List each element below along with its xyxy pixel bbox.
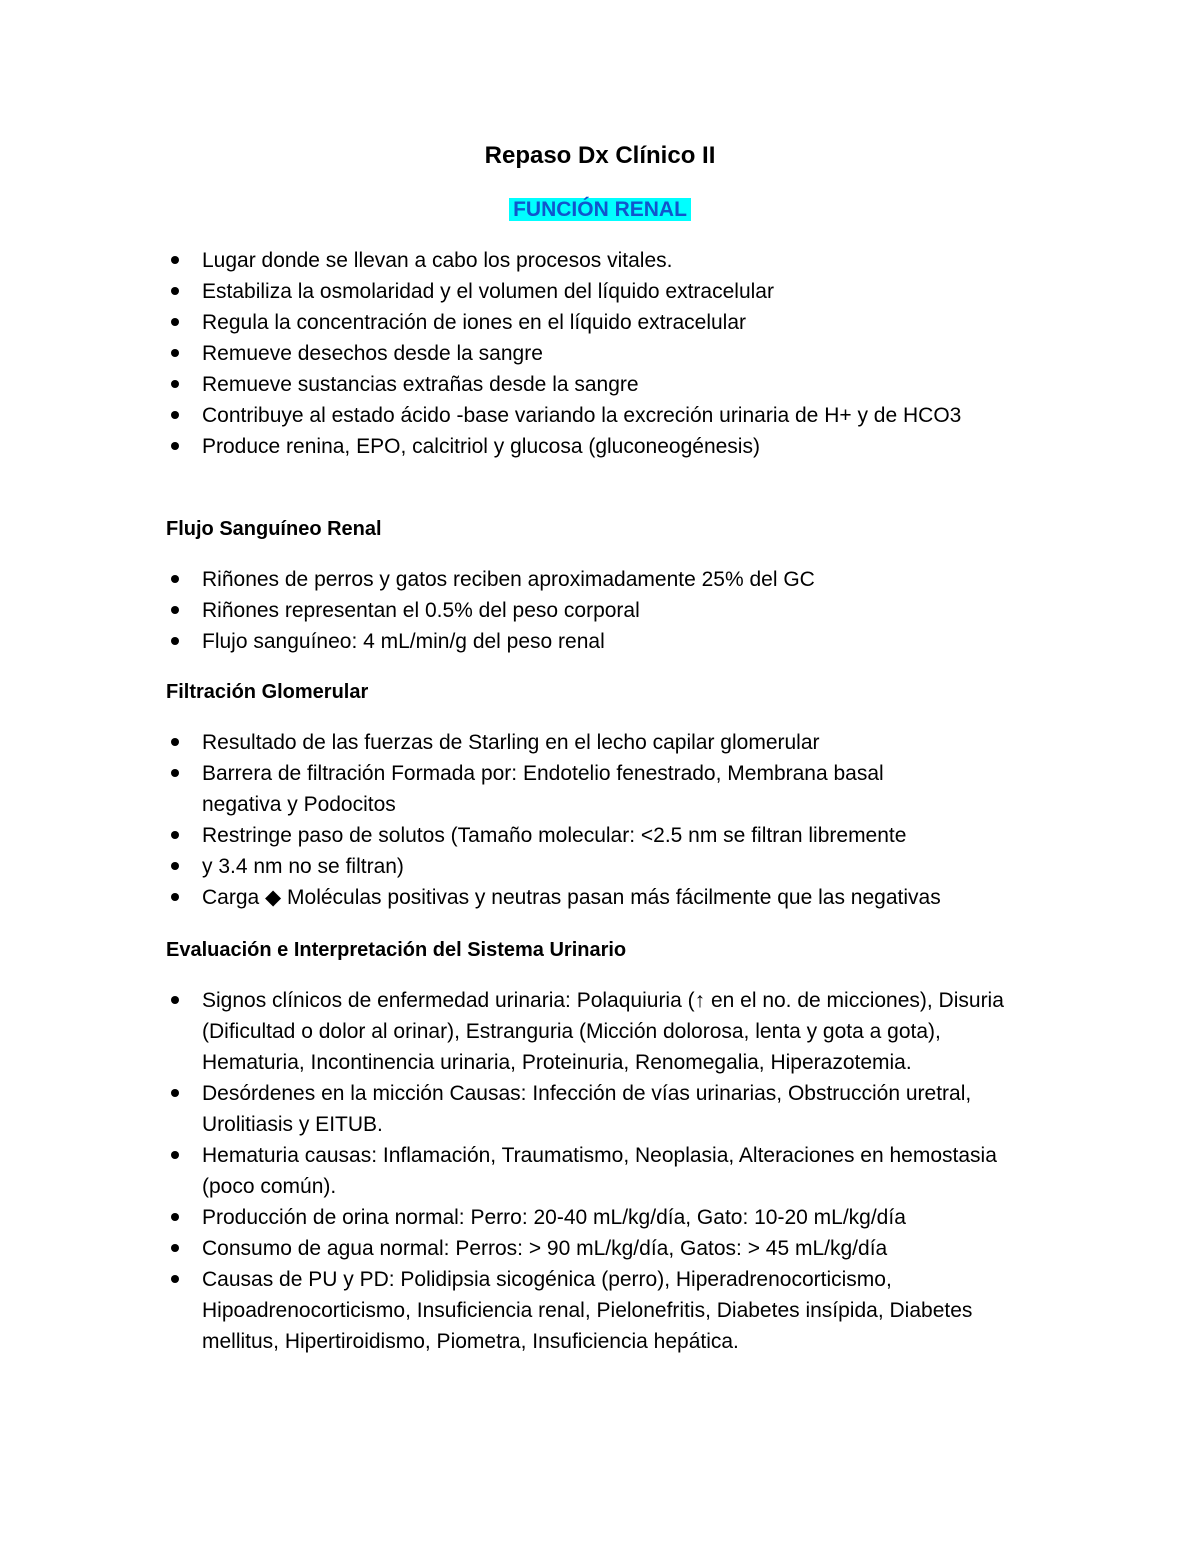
list-item: Riñones representan el 0.5% del peso corporal (166, 595, 1046, 626)
list-item: Riñones de perros y gatos reciben aproximadamente 25% del GC (166, 564, 1046, 595)
list-item: y 3.4 nm no se filtran) (166, 851, 1046, 882)
list-item: Regula la concentración de iones en el líquido extracelular (166, 307, 1046, 338)
list-item: Contribuye al estado ácido -base variando la excreción urinaria de H+ y de HCO3 (166, 400, 1046, 431)
highlighted-heading-text: FUNCIÓN RENAL (509, 198, 691, 221)
list-item: Consumo de agua normal: Perros: > 90 mL/kg/día, Gatos: > 45 mL/kg/día (166, 1233, 1046, 1264)
list-item: Produce renina, EPO, calcitriol y glucosa (gluconeogénesis) (166, 431, 1046, 462)
evaluacion-sistema-urinario-list (166, 985, 1046, 1357)
list-item: Causas de PU y PD: Polidipsia sicogénica (perro), Hiperadrenocorticismo, Hipoadrenocorticismo, Insuficiencia renal, Pielonefritis, Diabetes insípida, Diabetes mellitus, Hipertiroidismo, Piometra, Insuficiencia hepática. (166, 1264, 1046, 1357)
list-item: Hematuria causas: Inflamación, Traumatismo, Neoplasia, Alteraciones en hemostasia (poco común). (166, 1140, 1046, 1202)
list-item: Barrera de filtración Formada por: Endotelio fenestrado, Membrana basal negativa y Podocitos (166, 758, 1046, 820)
list-item: Resultado de las fuerzas de Starling en el lecho capilar glomerular (166, 727, 1046, 758)
list-item: Estabiliza la osmolaridad y el volumen del líquido extracelular (166, 276, 1046, 307)
section-heading-flujo-sanguineo: Flujo Sanguíneo Renal (166, 518, 382, 540)
funcion-renal-list (166, 245, 1046, 462)
list-item: Flujo sanguíneo: 4 mL/min/g del peso renal (166, 626, 1046, 657)
document-title: Repaso Dx Clínico II (484, 142, 716, 169)
list-item: Lugar donde se llevan a cabo los procesos vitales. (166, 245, 1046, 276)
list-item: Remueve sustancias extrañas desde la sangre (166, 369, 1046, 400)
section-heading-funcion-renal (0, 195, 1200, 225)
section-heading-evaluacion-sistema-urinario: Evaluación e Interpretación del Sistema Urinario (166, 939, 627, 961)
list-item: Producción de orina normal: Perro: 20-40 mL/kg/día, Gato: 10-20 mL/kg/día (166, 1202, 1046, 1233)
filtracion-glomerular-list (166, 727, 1046, 913)
list-item: Desórdenes en la micción Causas: Infección de vías urinarias, Obstrucción uretral, Urolitiasis y EITUB. (166, 1078, 1046, 1140)
flujo-sanguineo-list (166, 564, 1046, 657)
section-heading-filtracion-glomerular: Filtración Glomerular (166, 681, 369, 703)
list-item: Signos clínicos de enfermedad urinaria: Polaquiuria (↑ en el no. de micciones), Disuria (Dificultad o dolor al orinar), Estranguria (Micción dolorosa, lenta y gota a gota), Hematuria, Incontinencia urinaria, Proteinuria, Renomegalia, Hiperazotemia. (166, 985, 1046, 1078)
list-item: Remueve desechos desde la sangre (166, 338, 1046, 369)
list-item: Carga ◆ Moléculas positivas y neutras pasan más fácilmente que las negativas (166, 882, 1046, 913)
list-item: Restringe paso de solutos (Tamaño molecular: <2.5 nm se filtran libremente (166, 820, 1046, 851)
